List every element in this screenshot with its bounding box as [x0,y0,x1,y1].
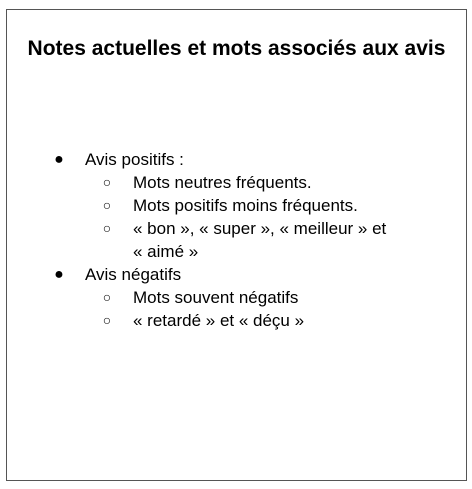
list-item-label: Avis positifs : [85,150,184,169]
list-item-label: Avis négatifs [85,265,182,284]
hollow-bullet-icon: ○ [102,312,112,328]
sub-list-item-label: « retardé » et « déçu » [133,311,305,330]
sub-list-item [7,286,466,309]
sub-list-item [7,217,466,240]
sub-list-item-label: « aimé » [133,242,199,261]
sub-list-item-label: Mots positifs moins fréquents. [133,196,358,215]
list-item-avis-positifs [7,148,466,171]
slide [6,9,467,481]
list-item-avis-negatifs [7,263,466,286]
slide-title: Notes actuelles et mots associés aux avis [27,37,446,60]
bullet-list [7,148,466,332]
sub-list-item-label: Mots neutres fréquents. [133,173,312,192]
hollow-bullet-icon: ○ [102,197,112,213]
sub-list-item [7,309,466,332]
sub-list-item [7,194,466,217]
hollow-bullet-icon: ○ [102,174,112,190]
hollow-bullet-icon: ○ [102,289,112,305]
sub-list-item [7,171,466,194]
filled-bullet-icon: ● [54,266,64,283]
hollow-bullet-icon: ○ [102,220,112,236]
sub-list-item-continuation [7,240,466,263]
sub-list-item-label: « bon », « super », « meilleur » et [133,219,387,238]
filled-bullet-icon: ● [54,151,64,168]
sub-list-item-label: Mots souvent négatifs [133,288,299,307]
